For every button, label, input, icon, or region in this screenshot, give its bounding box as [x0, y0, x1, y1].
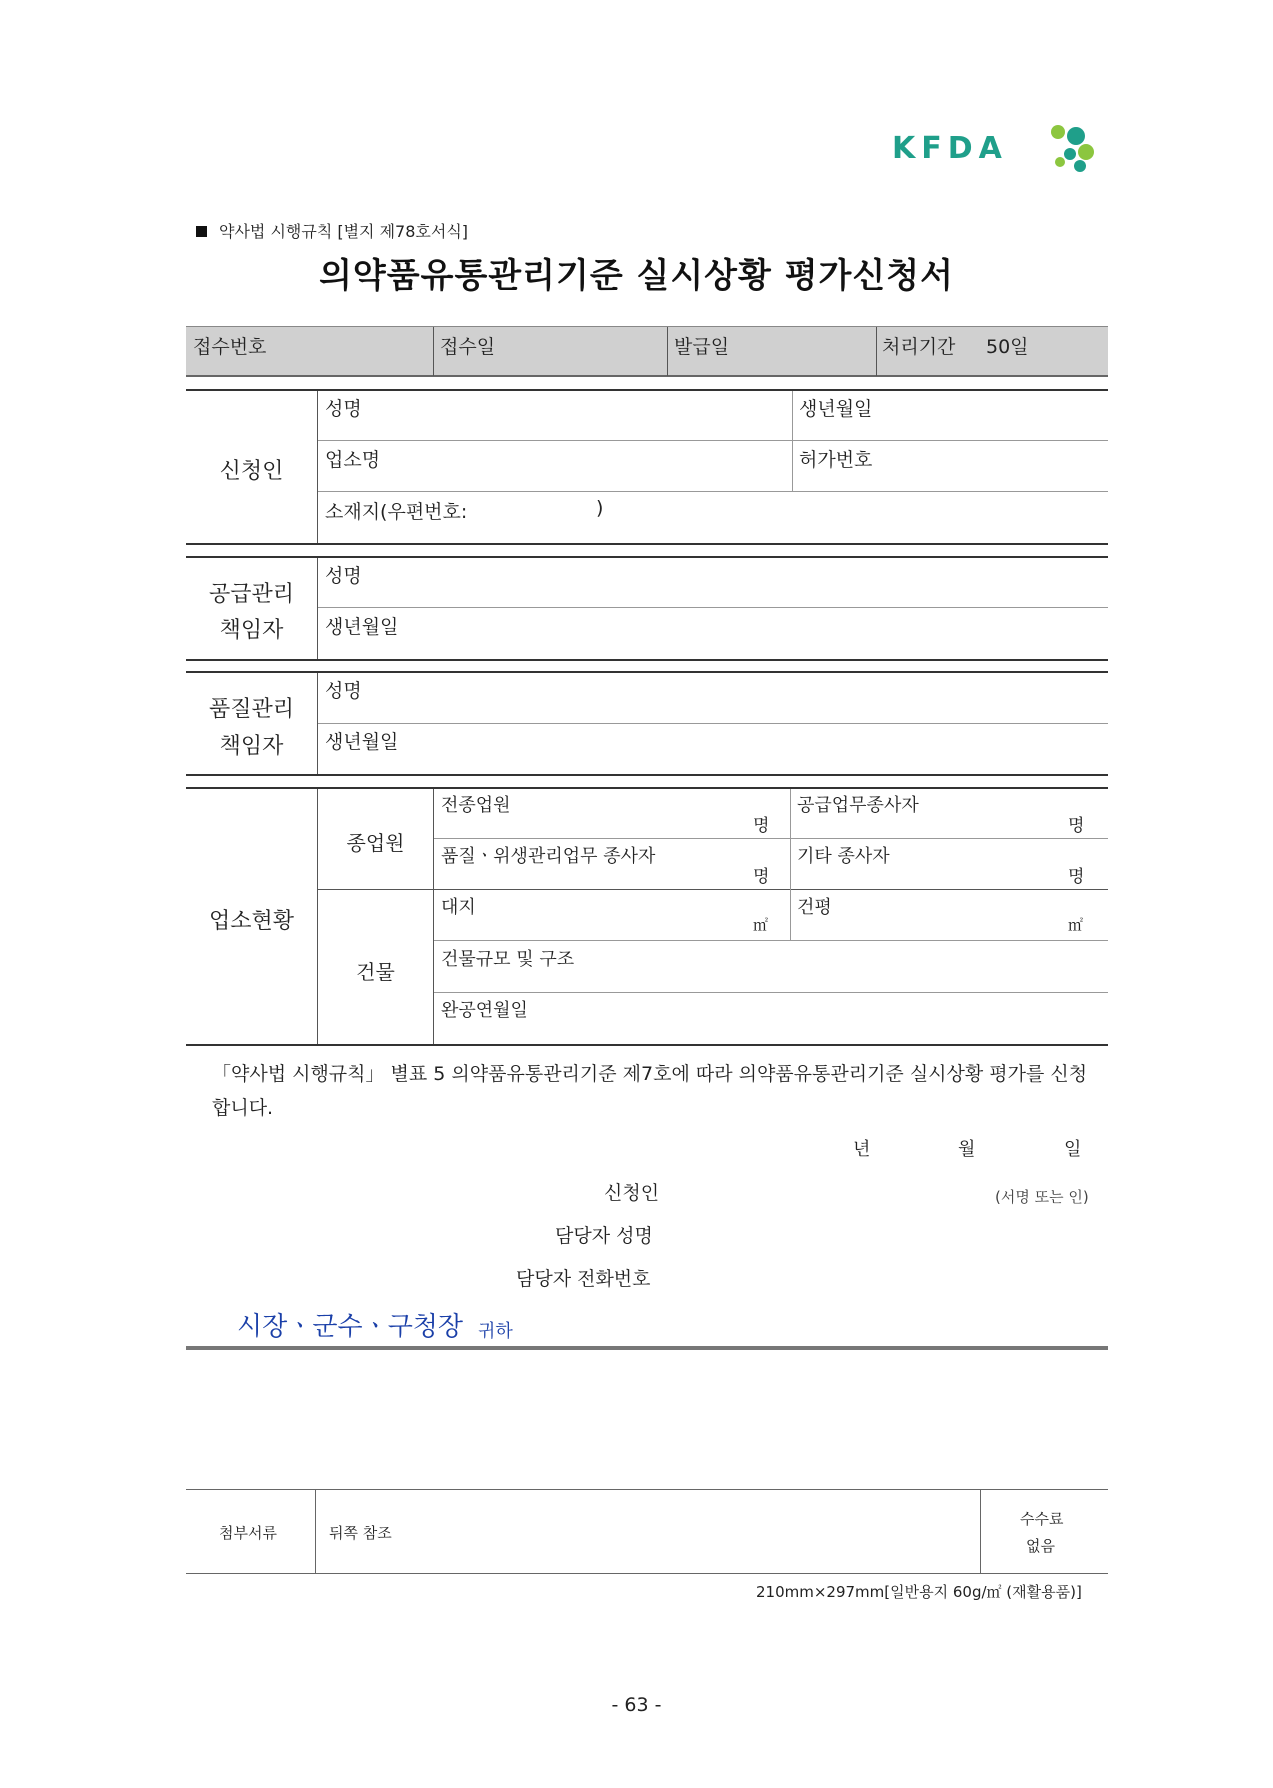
fee-value: 없음: [1026, 1537, 1055, 1555]
unit-people: 명: [1068, 867, 1085, 887]
row-line: [318, 491, 1108, 492]
unit-people: 명: [1068, 816, 1085, 836]
divider: [980, 1490, 981, 1573]
quality-manager-label-2: 책임자: [219, 734, 284, 759]
business-name-label: 업소명: [325, 449, 381, 471]
divider: [876, 327, 877, 376]
building-scale-label: 건물규모 및 구조: [441, 949, 575, 970]
applicant-name-label: 성명: [325, 398, 362, 420]
section-border: [186, 543, 1108, 545]
land-label: 대지: [441, 897, 476, 918]
business-status-label: 업소현황: [208, 909, 294, 934]
divider: [790, 789, 791, 940]
section-border: [186, 389, 1108, 391]
recipient: 시장ㆍ군수ㆍ구청장: [237, 1312, 464, 1342]
divider: [433, 327, 434, 376]
unit-people: 명: [753, 816, 770, 836]
quality-manager-label-1: 품질관리: [208, 697, 294, 722]
signature-hint: (서명 또는 인): [995, 1188, 1089, 1206]
section-border: [186, 556, 1108, 558]
other-staff-label: 기타 종사자: [797, 846, 890, 867]
section-border: [186, 774, 1108, 776]
unit-area: ㎡: [1068, 916, 1084, 934]
divider: [433, 789, 434, 1044]
license-no-label: 허가번호: [799, 449, 873, 471]
day-label: 일: [1064, 1139, 1082, 1160]
supply-manager-label-1: 공급관리: [208, 582, 294, 607]
supply-name-label: 성명: [325, 565, 362, 587]
attachments-value: 뒤쪽 참조: [329, 1524, 392, 1542]
contact-name-label: 담당자 성명: [555, 1225, 653, 1247]
quality-birth-label: 생년월일: [325, 731, 399, 753]
unit-area: ㎡: [753, 916, 769, 934]
row-line: [434, 838, 1108, 839]
processing-value: 50일: [986, 336, 1029, 358]
applicant-section-label: 신청인: [219, 459, 284, 484]
address-close: ): [596, 497, 604, 519]
floor-area-label: 건평: [797, 897, 832, 918]
supply-staff-label: 공급업무종사자: [797, 795, 919, 816]
fee-label: 수수료: [1020, 1510, 1064, 1528]
quality-staff-label: 품질ㆍ위생관리업무 종사자: [441, 846, 656, 867]
form-reference-text: 약사법 시행규칙 [별지 제78호서식]: [219, 222, 469, 241]
square-bullet-icon: [196, 226, 207, 237]
supply-manager-label-2: 책임자: [219, 618, 284, 643]
section-border: [186, 671, 1108, 673]
row-line: [434, 940, 1108, 941]
page-title: 의약품유통관리기준 실시상황 평가신청서: [319, 256, 954, 296]
row-line: [434, 992, 1108, 993]
section-border: [186, 1044, 1108, 1046]
unit-people: 명: [753, 867, 770, 887]
building-label: 건물: [356, 960, 395, 984]
row-line: [318, 889, 1108, 890]
divider: [317, 391, 318, 543]
attachments-label: 첨부서류: [219, 1524, 277, 1542]
supply-birth-label: 생년월일: [325, 616, 399, 638]
footer-bottom-line: [186, 1573, 1108, 1574]
receipt-band: [186, 326, 1108, 377]
contact-phone-label: 담당자 전화번호: [516, 1268, 651, 1290]
row-line: [318, 723, 1108, 724]
divider: [667, 327, 668, 376]
month-label: 월: [958, 1139, 976, 1160]
row-line: [318, 440, 1108, 441]
completion-date-label: 완공연월일: [441, 1000, 528, 1021]
signer-label: 신청인: [604, 1182, 660, 1204]
quality-name-label: 성명: [325, 680, 362, 702]
page-number: - 63 -: [611, 1694, 662, 1716]
paper-spec: 210mm×297mm[일반용지 60g/㎡ (재활용품)]: [756, 1583, 1082, 1601]
fulltime-staff-label: 전종업원: [441, 795, 511, 816]
year-label: 년: [853, 1139, 871, 1160]
processing-label: 처리기간: [882, 336, 956, 358]
applicant-birth-label: 생년월일: [799, 398, 873, 420]
employees-label: 종업원: [346, 831, 405, 855]
recipient-suffix: 귀하: [478, 1321, 513, 1342]
logo-text: KFDA: [892, 131, 1008, 166]
signature-section-border: [186, 1346, 1108, 1350]
receipt-date-label: 접수일: [440, 336, 496, 358]
issue-date-label: 발급일: [674, 336, 730, 358]
divider: [317, 558, 318, 659]
section-border: [186, 787, 1108, 789]
row-line: [318, 607, 1108, 608]
form-reference: [196, 219, 468, 242]
section-border: [186, 659, 1108, 661]
footer-top-line: [186, 1489, 1108, 1490]
divider: [315, 1490, 316, 1573]
receipt-no-label: 접수번호: [193, 336, 267, 358]
address-label: 소재지(우편번호:: [325, 501, 468, 523]
divider: [792, 391, 793, 491]
declaration-text: 「약사법 시행규칙」 별표 5 의약품유통관리기준 제7호에 따라 의약품유통관리기준 실시상황 평가를 신청합니다.: [212, 1063, 1088, 1119]
